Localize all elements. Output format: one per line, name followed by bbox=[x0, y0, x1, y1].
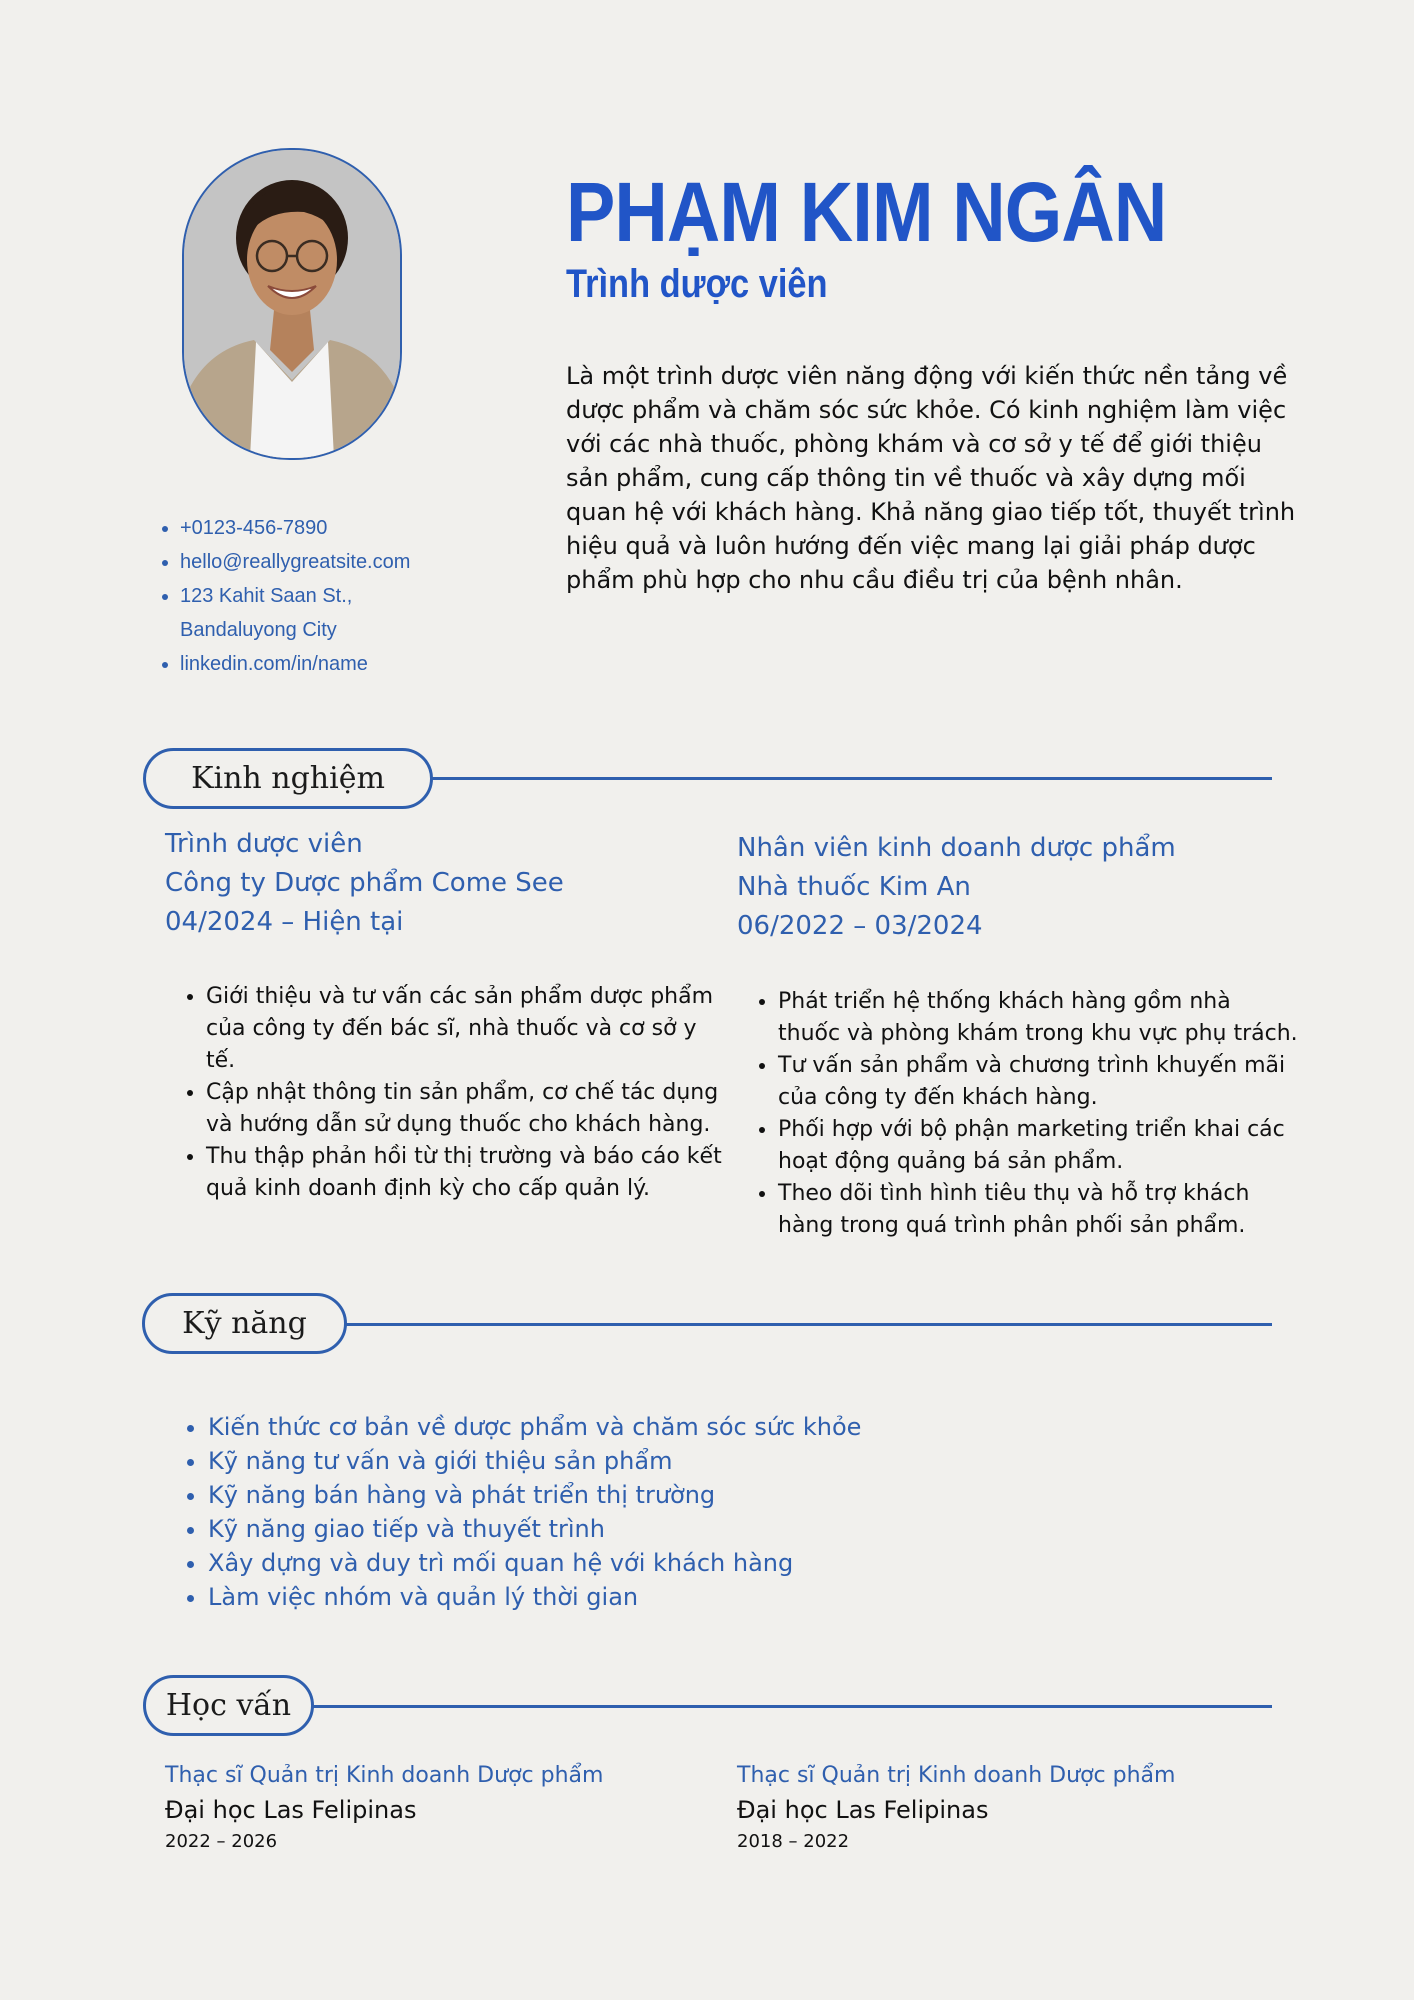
job-1-bullet: • Giới thiệu và tư vấn các sản phẩm dược phẩm của công ty đến bác sĩ, nhà thuốc và cơ sở y tế. bbox=[206, 981, 726, 1077]
contact-address bbox=[180, 579, 410, 647]
skills-list bbox=[166, 1410, 1108, 1614]
skill-item: • Kiến thức cơ bản về dược phẩm và chăm sóc sức khỏe bbox=[208, 1410, 1108, 1444]
job-2-bullet: • Phối hợp với bộ phận marketing triển khai các hoạt động quảng bá sản phẩm. bbox=[778, 1114, 1298, 1178]
job-1-period: 04/2024 – Hiện tại bbox=[165, 907, 404, 937]
job-2-bullet: • Phát triển hệ thống khách hàng gồm nhà thuốc và phòng khám trong khu vực phụ trách. bbox=[778, 986, 1298, 1050]
edu-2-degree: Thạc sĩ Quản trị Kinh doanh Dược phẩm bbox=[737, 1763, 1176, 1788]
job-1-position: Trình dược viên bbox=[165, 829, 363, 859]
skill-item: • Làm việc nhóm và quản lý thời gian bbox=[208, 1580, 1108, 1614]
profile-summary: Là một trình dược viên năng động với kiến thức nền tảng về dược phẩm và chăm sóc sức khỏe. Có kinh nghiệm làm việc với các nhà thuốc, phòng khám và cơ sở y tế để giới thiệu sản phẩm, cung cấp thông tin về thuốc và xây dựng mối quan hệ với khách hàng. Khả năng giao tiếp tốt, thuyết trình hiệu quả và luôn hướng đến việc mang lại giải pháp dược phẩm phù hợp cho nhu cầu điều trị của bệnh nhân. bbox=[566, 362, 1296, 594]
address-line-2: Bandaluyong City bbox=[180, 619, 337, 641]
edu-1-degree: Thạc sĩ Quản trị Kinh doanh Dược phẩm bbox=[165, 1763, 604, 1788]
skills-divider bbox=[340, 1323, 1272, 1326]
section-title-skills: Kỹ năng bbox=[142, 1293, 347, 1354]
section-title-education: Học vấn bbox=[143, 1675, 314, 1736]
education-entry-2 bbox=[737, 1759, 1297, 1857]
education-divider bbox=[305, 1705, 1272, 1708]
job-1-bullet: • Thu thập phản hồi từ thị trường và báo cáo kết quả kinh doanh định kỳ cho cấp quản lý. bbox=[206, 1141, 726, 1205]
skill-item: • Kỹ năng tư vấn và giới thiệu sản phẩm bbox=[208, 1444, 1108, 1478]
job-1-company: Công ty Dược phẩm Come See bbox=[165, 868, 564, 898]
job-2-position: Nhân viên kinh doanh dược phẩm bbox=[737, 833, 1176, 863]
edu-2-years: 2018 – 2022 bbox=[737, 1831, 850, 1852]
job-2-bullet: • Theo dõi tình hình tiêu thụ và hỗ trợ khách hàng trong quá trình phân phối sản phẩm. bbox=[778, 1178, 1298, 1242]
job-entry-1 bbox=[165, 825, 685, 942]
profile-photo bbox=[182, 148, 402, 460]
education-entry-1 bbox=[165, 1759, 725, 1857]
address-line-1: 123 Kahit Saan St., bbox=[180, 585, 353, 607]
contact-email[interactable]: • hello@reallygreatsite.com bbox=[180, 545, 410, 579]
experience-divider bbox=[420, 777, 1272, 780]
job-2-period: 06/2022 – 03/2024 bbox=[737, 911, 983, 941]
candidate-name: PHẠM KIM NGÂN bbox=[566, 165, 1167, 259]
contact-phone: • +0123-456-7890 bbox=[180, 511, 410, 545]
job-1-bullets bbox=[165, 981, 726, 1205]
section-title-experience: Kinh nghiệm bbox=[143, 748, 433, 809]
contact-linkedin[interactable]: • linkedin.com/in/name bbox=[180, 647, 410, 681]
job-2-bullet: • Tư vấn sản phẩm và chương trình khuyến mãi của công ty đến khách hàng. bbox=[778, 1050, 1298, 1114]
skill-item: • Kỹ năng giao tiếp và thuyết trình bbox=[208, 1512, 1108, 1546]
job-2-company: Nhà thuốc Kim An bbox=[737, 872, 971, 902]
job-entry-2 bbox=[737, 829, 1297, 946]
skill-item: • Kỹ năng bán hàng và phát triển thị trường bbox=[208, 1478, 1108, 1512]
contact-list bbox=[140, 511, 410, 681]
job-2-bullets bbox=[737, 986, 1298, 1242]
edu-1-years: 2022 – 2026 bbox=[165, 1831, 278, 1852]
edu-1-school: Đại học Las Felipinas bbox=[165, 1796, 417, 1824]
job-title: Trình dược viên bbox=[566, 262, 828, 306]
job-1-bullet: • Cập nhật thông tin sản phẩm, cơ chế tác dụng và hướng dẫn sử dụng thuốc cho khách hàng. bbox=[206, 1077, 726, 1141]
skill-item: • Xây dựng và duy trì mối quan hệ với khách hàng bbox=[208, 1546, 1108, 1580]
edu-2-school: Đại học Las Felipinas bbox=[737, 1796, 989, 1824]
